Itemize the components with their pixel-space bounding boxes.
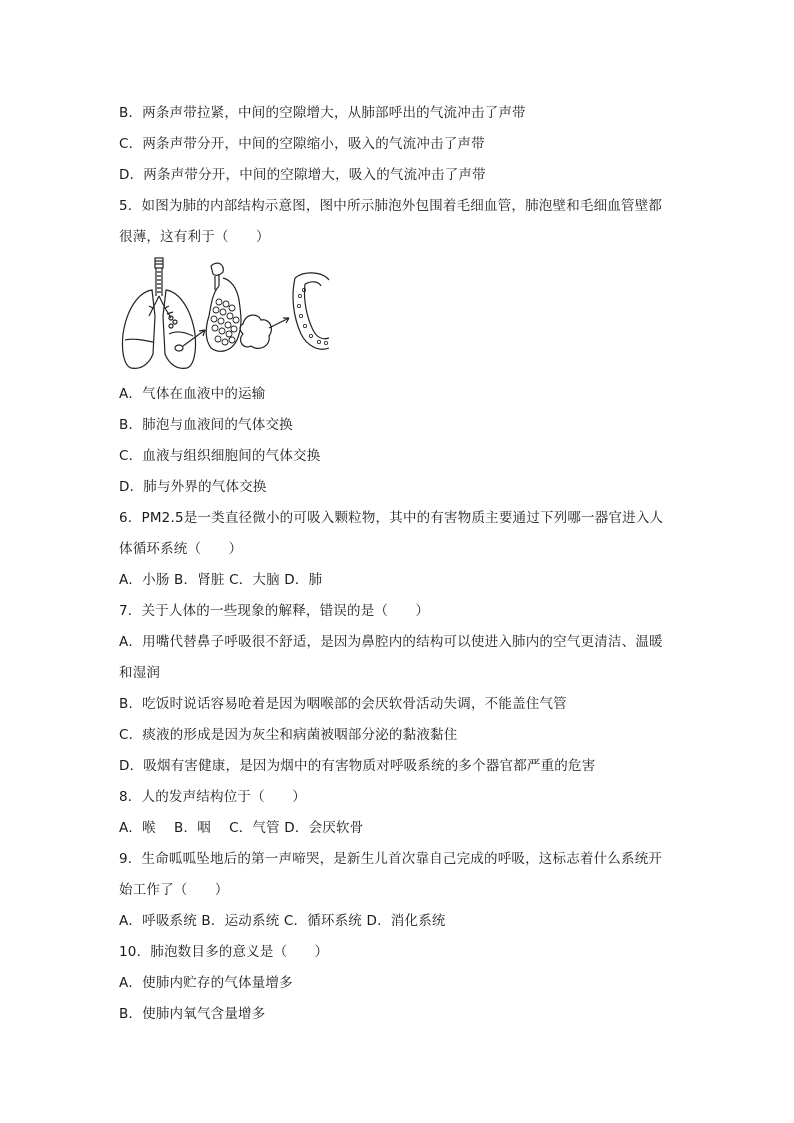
lung-diagram-illustration — [119, 256, 339, 374]
q4-option-b: B．两条声带拉紧，中间的空隙增大，从肺部呼出的气流冲击了声带 — [119, 105, 526, 121]
lung-structure-figure — [119, 256, 339, 374]
q6-options: A．小肠 B．肾脏 C．大脑 D．肺 — [119, 572, 323, 588]
q6-stem-line2: 体循环系统（ ） — [119, 541, 243, 557]
q5-option-a: A．气体在血液中的运输 — [119, 386, 266, 402]
q5-option-d: D．肺与外界的气体交换 — [119, 479, 267, 495]
q7-option-d: D．吸烟有害健康，是因为烟中的有害物质对呼吸系统的多个器官都严重的危害 — [119, 758, 596, 774]
q7-stem: 7．关于人体的一些现象的解释，错误的是（ ） — [119, 603, 430, 619]
q10-option-a: A．使肺内贮存的气体量增多 — [119, 975, 293, 991]
q5-option-b: B．肺泡与血液间的气体交换 — [119, 417, 293, 433]
q8-stem: 8．人的发声结构位于（ ） — [119, 789, 306, 805]
q10-option-b: B．使肺内氧气含量增多 — [119, 1006, 266, 1022]
q9-options: A．呼吸系统 B．运动系统 C．循环系统 D．消化系统 — [119, 913, 446, 929]
q8-options: A．喉 B．咽 C．气管 D．会厌软骨 — [119, 820, 364, 836]
q9-stem-line2: 始工作了（ ） — [119, 882, 229, 898]
q4-option-c: C．两条声带分开，中间的空隙缩小，吸入的气流冲击了声带 — [119, 136, 485, 152]
q4-option-d: D．两条声带分开，中间的空隙增大，吸入的气流冲击了声带 — [119, 167, 486, 183]
q5-stem-line2: 很薄，这有利于（ ） — [119, 229, 270, 245]
q7-option-b: B．吃饭时说话容易呛着是因为咽喉部的会厌软骨活动失调，不能盖住气管 — [119, 696, 567, 712]
q7-option-a-line1: A．用嘴代替鼻子呼吸很不舒适，是因为鼻腔内的结构可以使进入肺内的空气更清洁、温暖 — [119, 634, 663, 650]
q5-stem-line1: 5．如图为肺的内部结构示意图，图中所示肺泡外包围着毛细血管，肺泡壁和毛细血管壁都 — [119, 198, 663, 214]
q10-stem: 10．肺泡数目多的意义是（ ） — [119, 944, 329, 960]
q7-option-a-line2: 和湿润 — [119, 665, 161, 681]
q6-stem-line1: 6．PM2.5是一类直径微小的可吸入颗粒物，其中的有害物质主要通过下列哪一器官进入人 — [119, 510, 664, 526]
q5-option-c: C．血液与组织细胞间的气体交换 — [119, 448, 321, 464]
q9-stem-line1: 9．生命呱呱坠地后的第一声啼哭，是新生儿首次靠自己完成的呼吸，这标志着什么系统开 — [119, 851, 663, 867]
q7-option-c: C．痰液的形成是因为灰尘和病菌被咽部分泌的黏液黏住 — [119, 727, 458, 743]
